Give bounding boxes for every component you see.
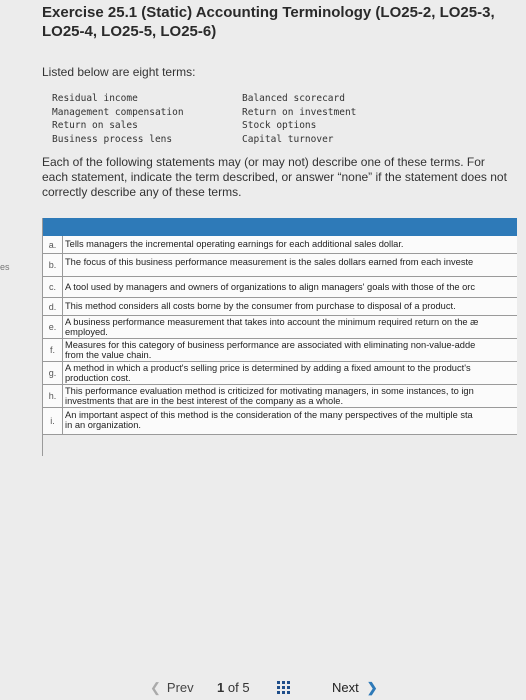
left-edge-tab-text: es [0,262,10,272]
next-label: Next [332,680,359,695]
instructions-text: Each of the following statements may (or may not) describe one of these terms. For each statement, indicate the term described, or answer “none” if the statement does not correctly describe any of these terms. [42,155,507,199]
statement-row-i[interactable] [43,408,517,435]
statement-letter: g. [43,362,63,384]
term: Balanced scorecard [242,93,345,104]
statements-table-header [43,218,517,236]
statement-line: An important aspect of this method is the consideration of the many perspectives of the multiple sta [65,410,473,420]
statement-letter: i. [43,408,63,434]
statement-line: production cost. [65,373,131,384]
statement-row-h[interactable] [43,385,517,408]
statement-text [63,339,475,361]
statement-text [63,316,478,338]
statement-letter: d. [43,298,63,315]
statement-line: A business performance measurement that takes into account the minimum required return on the æ [65,317,479,327]
statement-line: in an organization. [65,420,141,431]
exercise-title: Exercise 25.1 (Static) Accounting Terminology (LO25-2, LO25-3, LO25-4, LO25-5, LO25-6) [42,4,495,40]
grid-icon[interactable] [277,681,290,694]
statement-letter: e. [43,316,63,338]
statement-letter: b. [43,254,63,276]
prev-button[interactable] [150,680,194,696]
statement-text [63,385,474,407]
statement-text [63,254,473,276]
statement-row-b[interactable] [43,254,517,277]
statement-row-c[interactable] [43,277,517,298]
terms-column-left [52,92,232,146]
terms-column-right [242,92,412,146]
statement-letter: a. [43,236,63,253]
chevron-right-icon: ❯ [366,680,378,695]
statement-row-e[interactable] [43,316,517,339]
pagination-bar [0,676,526,700]
statement-line: Measures for this category of business performance are associated with eliminating non-value-adde [65,340,476,350]
statement-line: from the value chain. [65,350,152,361]
statement-line: investments that are in the best interest of the company as a whole. [65,396,344,407]
statement-letter: c. [43,277,63,297]
current-page: 1 [217,680,225,695]
term: Management compensation [52,106,184,118]
statement-row-a[interactable] [43,236,517,254]
statement-text [63,277,475,297]
statement-line: A method in which a product's selling price is determined by adding a fixed amount to the product's [65,363,471,373]
statement-row-d[interactable] [43,298,517,316]
statement-letter: h. [43,385,63,407]
term: Stock options [242,120,317,131]
statement-text [63,298,456,315]
term: Business process lens [52,133,173,145]
statement-text [63,362,471,384]
statement-line: Tells managers the incremental operating earnings for each additional sales dollar. [65,239,404,249]
statement-row-g[interactable] [43,362,517,385]
statement-text [63,408,473,434]
next-button[interactable] [332,680,378,696]
statement-line: This performance evaluation method is criticized for motivating managers, in some instances, to ign [65,386,474,396]
page-indicator [217,680,250,695]
statement-line: The focus of this business performance measurement is the sales dollars earned from each investe [65,257,474,267]
term: Return on investment [242,106,357,118]
statement-line: employed. [65,327,108,338]
statement-row-f[interactable] [43,339,517,362]
term: Residual income [52,93,138,104]
intro-text: Listed below are eight terms: [42,65,196,79]
page-total: of 5 [227,680,250,695]
statement-line: This method considers all costs borne by the consumer from purchase to disposal of a product. [65,301,456,311]
statements-table [42,218,517,456]
statement-letter: f. [43,339,63,361]
chevron-left-icon: ❮ [150,680,161,695]
statement-text [63,236,404,253]
prev-label: Prev [166,680,194,695]
statement-line: A tool used by managers and owners of organizations to align managers' goals with those of the orc [65,282,476,292]
term: Capital turnover [242,133,334,145]
term: Return on sales [52,120,138,131]
